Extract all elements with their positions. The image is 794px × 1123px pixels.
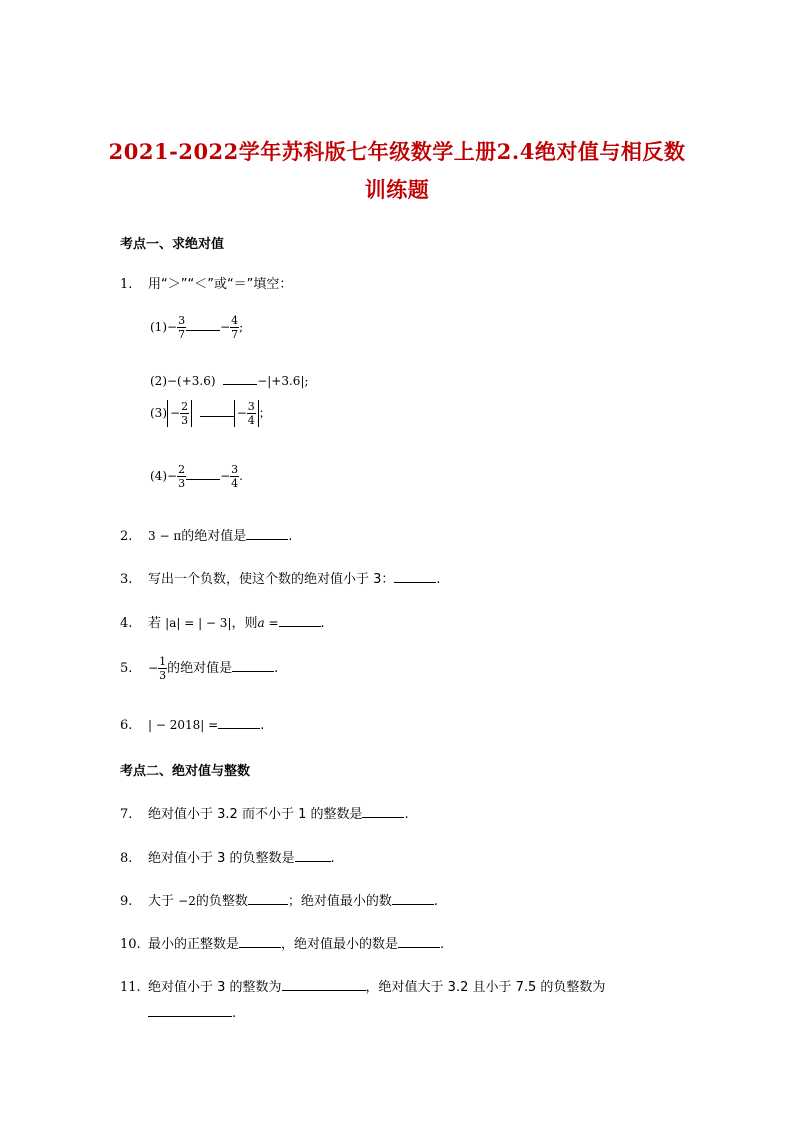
period: .	[330, 851, 335, 866]
fraction	[177, 314, 186, 341]
math-expression: |a| = | − 3|	[165, 616, 232, 630]
question-3	[120, 568, 441, 587]
denominator: 4	[231, 477, 239, 490]
question-number: 5.	[120, 661, 133, 676]
minus-sign: −	[148, 661, 159, 675]
period: .	[320, 616, 325, 631]
answer-blank[interactable]	[295, 849, 331, 862]
question-text: 的绝对值是	[167, 661, 233, 676]
minus-sign: −	[220, 320, 231, 334]
question-text: 的负整数	[195, 894, 248, 909]
question-text: ，绝对值大于 3.2 且小于 7.5 的负整数为	[365, 980, 606, 995]
question-number: 2.	[120, 529, 133, 544]
minus-sign: −	[167, 320, 178, 334]
math-expression: | − 2018| =	[148, 718, 219, 732]
minus-sign: −	[236, 406, 247, 420]
question-text: 写出一个负数，使这个数的绝对值小于 3：	[148, 572, 395, 587]
period: .	[288, 529, 293, 544]
math-expression: −(+3.6)	[167, 374, 216, 388]
question-6	[120, 716, 264, 733]
fraction	[177, 463, 186, 490]
math-expression: −|+3.6|;	[257, 374, 309, 388]
question-text: ；绝对值最小的数	[287, 894, 392, 909]
answer-blank[interactable]	[279, 614, 321, 627]
denominator: 7	[178, 328, 186, 341]
period: .	[404, 807, 409, 822]
numerator: 2	[178, 463, 186, 476]
question-number: 8.	[120, 851, 133, 866]
numerator: 3	[247, 400, 255, 413]
math-expression: −2	[178, 894, 196, 908]
period: .	[433, 894, 439, 909]
period: .	[232, 1006, 237, 1021]
numerator: 2	[181, 400, 189, 413]
section-heading-1: 考点一、求绝对值	[120, 237, 225, 252]
denominator: 4	[247, 414, 255, 427]
part-label: (1)	[150, 320, 167, 334]
answer-blank[interactable]	[148, 1004, 232, 1017]
minus-sign: −	[220, 469, 231, 483]
part-label: (2)	[150, 374, 167, 388]
answer-blank[interactable]	[248, 892, 288, 905]
period: .	[440, 937, 445, 952]
question-1-part-4	[150, 463, 243, 490]
question-text: 用“＞”“＜”或“＝”填空：	[148, 277, 293, 292]
question-text: 绝对值小于 3 的负整数是	[148, 851, 295, 866]
question-number: 10.	[120, 937, 141, 952]
document-title-line2: 训练题	[364, 177, 430, 202]
question-7	[120, 803, 409, 822]
math-expression: a =	[257, 616, 279, 630]
question-10	[120, 933, 444, 952]
question-number: 7.	[120, 807, 133, 822]
question-4	[120, 612, 325, 631]
semicolon: ；	[258, 406, 271, 420]
question-number: 1.	[120, 277, 133, 292]
numerator: 3	[178, 314, 186, 327]
denominator: 3	[181, 414, 189, 427]
fraction	[247, 400, 256, 427]
numerator: 3	[231, 463, 239, 476]
question-text: 的绝对值是	[181, 529, 247, 544]
part-label: (3)	[150, 406, 167, 420]
question-number: 9.	[120, 894, 133, 909]
question-text: 若	[148, 616, 162, 631]
answer-blank[interactable]	[232, 659, 274, 672]
question-11-continued	[148, 1004, 236, 1021]
fraction	[230, 463, 239, 490]
fraction	[180, 400, 189, 427]
question-1	[120, 273, 292, 292]
question-2	[120, 525, 292, 544]
question-1-part-3	[150, 400, 271, 427]
answer-blank[interactable]	[362, 805, 404, 818]
period: .	[274, 661, 279, 676]
period: .	[260, 718, 265, 733]
question-1-part-2	[150, 372, 309, 388]
answer-blank[interactable]	[200, 404, 234, 417]
answer-blank[interactable]	[392, 892, 434, 905]
denominator: 3	[178, 477, 186, 490]
numerator: 1	[159, 655, 167, 668]
denominator: 7	[231, 328, 239, 341]
question-text: 绝对值小于 3 的整数为	[148, 980, 282, 995]
absolute-value	[167, 400, 192, 427]
answer-blank[interactable]	[186, 467, 220, 480]
period: .	[239, 469, 243, 483]
answer-blank[interactable]	[218, 716, 260, 729]
minus-sign: −	[170, 406, 181, 420]
question-8	[120, 847, 335, 866]
minus-sign: −	[167, 469, 178, 483]
question-9	[120, 890, 438, 909]
answer-blank[interactable]	[394, 570, 436, 583]
question-1-part-1	[150, 314, 243, 341]
denominator: 3	[159, 669, 167, 682]
answer-blank[interactable]	[246, 527, 288, 540]
fraction	[158, 655, 167, 682]
absolute-value	[234, 400, 259, 427]
answer-blank[interactable]	[223, 372, 257, 385]
semicolon: ;	[239, 320, 244, 334]
question-number: 11.	[120, 980, 141, 995]
question-text: ，则	[231, 616, 258, 631]
answer-blank[interactable]	[186, 318, 220, 331]
question-5	[120, 655, 278, 682]
period: .	[436, 572, 441, 587]
math-expression: 3 − π	[148, 529, 182, 543]
question-text: ，绝对值最小的数是	[281, 937, 399, 952]
document-title-line1: 2021-2022学年苏科版七年级数学上册2.4绝对值与相反数	[108, 139, 686, 164]
question-number: 4.	[120, 616, 133, 631]
question-number: 6.	[120, 718, 133, 733]
part-label: (4)	[150, 469, 167, 483]
numerator: 4	[231, 314, 239, 327]
question-text: 绝对值小于 3.2 而不小于 1 的整数是	[148, 807, 363, 822]
question-text: 最小的正整数是	[148, 937, 240, 952]
question-number: 3.	[120, 572, 133, 587]
answer-blank[interactable]	[398, 935, 440, 948]
answer-blank[interactable]	[239, 935, 281, 948]
answer-blank[interactable]	[282, 978, 366, 991]
section-heading-2: 考点二、绝对值与整数	[120, 764, 251, 779]
question-11	[120, 976, 605, 995]
fraction	[230, 314, 239, 341]
question-text: 大于	[148, 894, 175, 909]
